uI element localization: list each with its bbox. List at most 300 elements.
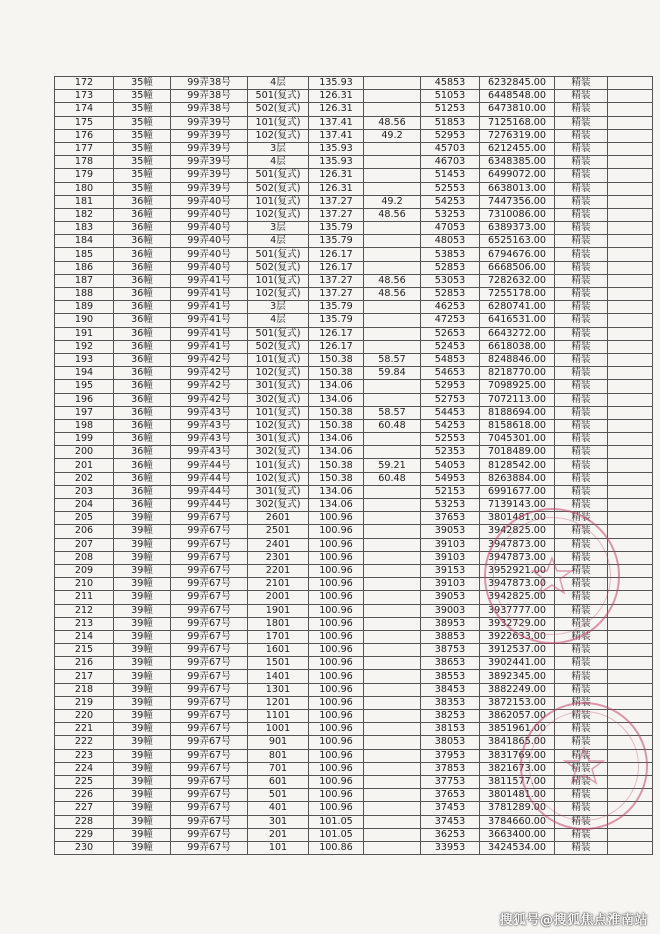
decoration-cell: 精装 bbox=[555, 802, 608, 815]
row-number-cell: 188 bbox=[55, 288, 114, 301]
table-row bbox=[55, 564, 653, 577]
remarks-cell bbox=[608, 736, 653, 749]
address-cell: 99弄40号 bbox=[171, 208, 248, 221]
inner-area-cell: 48.56 bbox=[364, 116, 421, 129]
table-row bbox=[55, 116, 653, 129]
room-cell: 501(复式) bbox=[248, 327, 309, 340]
decoration-cell: 精装 bbox=[555, 459, 608, 472]
room-cell: 101(复式) bbox=[248, 116, 309, 129]
room-cell: 301(复式) bbox=[248, 380, 309, 393]
remarks-cell bbox=[608, 261, 653, 274]
table-row bbox=[55, 406, 653, 419]
address-cell: 99弄39号 bbox=[171, 156, 248, 169]
unit-price-cell: 53253 bbox=[421, 208, 480, 221]
unit-price-cell: 52553 bbox=[421, 182, 480, 195]
inner-area-cell bbox=[364, 77, 421, 90]
unit-price-cell: 45703 bbox=[421, 142, 480, 155]
total-price-cell: 7282632.00 bbox=[480, 274, 555, 287]
inner-area-cell bbox=[364, 630, 421, 643]
unit-price-cell: 52353 bbox=[421, 446, 480, 459]
row-number-cell: 229 bbox=[55, 828, 114, 841]
table-row bbox=[55, 775, 653, 788]
unit-price-cell: 52553 bbox=[421, 433, 480, 446]
room-cell: 1301 bbox=[248, 683, 309, 696]
remarks-cell bbox=[608, 433, 653, 446]
unit-price-cell: 52153 bbox=[421, 485, 480, 498]
row-number-cell: 180 bbox=[55, 182, 114, 195]
decoration-cell: 精装 bbox=[555, 538, 608, 551]
table-row bbox=[55, 182, 653, 195]
inner-area-cell: 58.57 bbox=[364, 353, 421, 366]
building-cell: 35幢 bbox=[114, 129, 171, 142]
row-number-cell: 172 bbox=[55, 77, 114, 90]
total-price-cell: 3937777.00 bbox=[480, 604, 555, 617]
total-price-cell: 7255178.00 bbox=[480, 288, 555, 301]
inner-area-cell: 49.2 bbox=[364, 129, 421, 142]
area-cell: 126.31 bbox=[309, 103, 364, 116]
total-price-cell: 3947873.00 bbox=[480, 578, 555, 591]
remarks-cell bbox=[608, 393, 653, 406]
total-price-cell: 7098925.00 bbox=[480, 380, 555, 393]
unit-price-cell: 53253 bbox=[421, 499, 480, 512]
inner-area-cell bbox=[364, 327, 421, 340]
room-cell: 4层 bbox=[248, 156, 309, 169]
table-row bbox=[55, 156, 653, 169]
total-price-cell: 3781289.00 bbox=[480, 802, 555, 815]
row-number-cell: 175 bbox=[55, 116, 114, 129]
room-cell: 2101 bbox=[248, 578, 309, 591]
unit-price-cell: 38353 bbox=[421, 696, 480, 709]
remarks-cell bbox=[608, 644, 653, 657]
room-cell: 301(复式) bbox=[248, 433, 309, 446]
building-cell: 39幢 bbox=[114, 683, 171, 696]
decoration-cell: 精装 bbox=[555, 512, 608, 525]
decoration-cell: 精装 bbox=[555, 261, 608, 274]
building-cell: 35幢 bbox=[114, 103, 171, 116]
table-row bbox=[55, 762, 653, 775]
area-cell: 101.05 bbox=[309, 828, 364, 841]
address-cell: 99弄67号 bbox=[171, 815, 248, 828]
total-price-cell: 3882249.00 bbox=[480, 683, 555, 696]
total-price-cell: 7310086.00 bbox=[480, 208, 555, 221]
area-cell: 150.38 bbox=[309, 459, 364, 472]
unit-price-cell: 37753 bbox=[421, 775, 480, 788]
table-row bbox=[55, 340, 653, 353]
building-cell: 36幢 bbox=[114, 353, 171, 366]
total-price-cell: 6618038.00 bbox=[480, 340, 555, 353]
inner-area-cell: 59.84 bbox=[364, 367, 421, 380]
room-cell: 301 bbox=[248, 815, 309, 828]
inner-area-cell: 59.21 bbox=[364, 459, 421, 472]
row-number-cell: 200 bbox=[55, 446, 114, 459]
row-number-cell: 218 bbox=[55, 683, 114, 696]
remarks-cell bbox=[608, 195, 653, 208]
room-cell: 301(复式) bbox=[248, 485, 309, 498]
total-price-cell: 6794676.00 bbox=[480, 248, 555, 261]
table-row bbox=[55, 499, 653, 512]
address-cell: 99弄41号 bbox=[171, 288, 248, 301]
area-cell: 100.86 bbox=[309, 841, 364, 854]
remarks-cell bbox=[608, 630, 653, 643]
area-cell: 126.31 bbox=[309, 182, 364, 195]
table-row bbox=[55, 723, 653, 736]
building-cell: 39幢 bbox=[114, 736, 171, 749]
building-cell: 36幢 bbox=[114, 485, 171, 498]
area-cell: 134.06 bbox=[309, 446, 364, 459]
inner-area-cell: 49.2 bbox=[364, 195, 421, 208]
remarks-cell bbox=[608, 775, 653, 788]
table-row bbox=[55, 578, 653, 591]
row-number-cell: 190 bbox=[55, 314, 114, 327]
building-cell: 39幢 bbox=[114, 841, 171, 854]
decoration-cell: 精装 bbox=[555, 327, 608, 340]
decoration-cell: 精装 bbox=[555, 419, 608, 432]
remarks-cell bbox=[608, 406, 653, 419]
decoration-cell: 精装 bbox=[555, 222, 608, 235]
inner-area-cell bbox=[364, 578, 421, 591]
row-number-cell: 176 bbox=[55, 129, 114, 142]
address-cell: 99弄67号 bbox=[171, 802, 248, 815]
area-cell: 100.96 bbox=[309, 591, 364, 604]
total-price-cell: 7276319.00 bbox=[480, 129, 555, 142]
room-cell: 1201 bbox=[248, 696, 309, 709]
inner-area-cell: 48.56 bbox=[364, 208, 421, 221]
building-cell: 35幢 bbox=[114, 142, 171, 155]
decoration-cell: 精装 bbox=[555, 841, 608, 854]
source-watermark: 搜狐号@搜狐焦点淮南站 bbox=[499, 913, 648, 928]
remarks-cell bbox=[608, 208, 653, 221]
room-cell: 1001 bbox=[248, 723, 309, 736]
building-cell: 36幢 bbox=[114, 288, 171, 301]
decoration-cell: 精装 bbox=[555, 169, 608, 182]
address-cell: 99弄67号 bbox=[171, 551, 248, 564]
total-price-cell: 3831769.00 bbox=[480, 749, 555, 762]
remarks-cell bbox=[608, 841, 653, 854]
inner-area-cell bbox=[364, 802, 421, 815]
unit-price-cell: 51453 bbox=[421, 169, 480, 182]
row-number-cell: 211 bbox=[55, 591, 114, 604]
total-price-cell: 8248846.00 bbox=[480, 353, 555, 366]
area-cell: 135.93 bbox=[309, 142, 364, 155]
area-cell: 100.96 bbox=[309, 657, 364, 670]
room-cell: 102(复式) bbox=[248, 419, 309, 432]
row-number-cell: 181 bbox=[55, 195, 114, 208]
area-cell: 150.38 bbox=[309, 353, 364, 366]
address-cell: 99弄39号 bbox=[171, 169, 248, 182]
remarks-cell bbox=[608, 353, 653, 366]
decoration-cell: 精装 bbox=[555, 446, 608, 459]
unit-price-cell: 39103 bbox=[421, 538, 480, 551]
unit-price-cell: 38653 bbox=[421, 657, 480, 670]
room-cell: 1501 bbox=[248, 657, 309, 670]
room-cell: 501(复式) bbox=[248, 169, 309, 182]
decoration-cell: 精装 bbox=[555, 657, 608, 670]
inner-area-cell bbox=[364, 446, 421, 459]
decoration-cell: 精装 bbox=[555, 116, 608, 129]
area-cell: 100.96 bbox=[309, 749, 364, 762]
room-cell: 4层 bbox=[248, 235, 309, 248]
area-cell: 134.06 bbox=[309, 485, 364, 498]
address-cell: 99弄67号 bbox=[171, 736, 248, 749]
table-row bbox=[55, 103, 653, 116]
total-price-cell: 3947873.00 bbox=[480, 551, 555, 564]
building-cell: 36幢 bbox=[114, 393, 171, 406]
building-cell: 36幢 bbox=[114, 380, 171, 393]
area-cell: 100.96 bbox=[309, 564, 364, 577]
decoration-cell: 精装 bbox=[555, 828, 608, 841]
remarks-cell bbox=[608, 77, 653, 90]
decoration-cell: 精装 bbox=[555, 789, 608, 802]
room-cell: 102(复式) bbox=[248, 367, 309, 380]
row-number-cell: 219 bbox=[55, 696, 114, 709]
unit-price-cell: 37953 bbox=[421, 749, 480, 762]
remarks-cell bbox=[608, 789, 653, 802]
row-number-cell: 183 bbox=[55, 222, 114, 235]
building-cell: 39幢 bbox=[114, 604, 171, 617]
room-cell: 101(复式) bbox=[248, 274, 309, 287]
address-cell: 99弄39号 bbox=[171, 129, 248, 142]
table-row bbox=[55, 419, 653, 432]
building-cell: 36幢 bbox=[114, 472, 171, 485]
room-cell: 101(复式) bbox=[248, 195, 309, 208]
address-cell: 99弄39号 bbox=[171, 182, 248, 195]
area-cell: 100.96 bbox=[309, 736, 364, 749]
address-cell: 99弄44号 bbox=[171, 485, 248, 498]
room-cell: 302(复式) bbox=[248, 499, 309, 512]
remarks-cell bbox=[608, 802, 653, 815]
inner-area-cell bbox=[364, 789, 421, 802]
remarks-cell bbox=[608, 604, 653, 617]
decoration-cell: 精装 bbox=[555, 551, 608, 564]
inner-area-cell bbox=[364, 564, 421, 577]
unit-price-cell: 37453 bbox=[421, 815, 480, 828]
area-cell: 100.96 bbox=[309, 617, 364, 630]
address-cell: 99弄67号 bbox=[171, 696, 248, 709]
room-cell: 4层 bbox=[248, 314, 309, 327]
inner-area-cell bbox=[364, 696, 421, 709]
total-price-cell: 3932729.00 bbox=[480, 617, 555, 630]
decoration-cell: 精装 bbox=[555, 77, 608, 90]
row-number-cell: 214 bbox=[55, 630, 114, 643]
unit-price-cell: 38053 bbox=[421, 736, 480, 749]
total-price-cell: 3872153.00 bbox=[480, 696, 555, 709]
address-cell: 99弄67号 bbox=[171, 710, 248, 723]
area-cell: 101.05 bbox=[309, 815, 364, 828]
table-row bbox=[55, 327, 653, 340]
address-cell: 99弄67号 bbox=[171, 683, 248, 696]
unit-price-cell: 38453 bbox=[421, 683, 480, 696]
total-price-cell: 3947873.00 bbox=[480, 538, 555, 551]
unit-price-cell: 38953 bbox=[421, 617, 480, 630]
building-cell: 35幢 bbox=[114, 182, 171, 195]
total-price-cell: 6499072.00 bbox=[480, 169, 555, 182]
room-cell: 102(复式) bbox=[248, 208, 309, 221]
total-price-cell: 3862057.00 bbox=[480, 710, 555, 723]
table-row bbox=[55, 802, 653, 815]
building-cell: 36幢 bbox=[114, 195, 171, 208]
decoration-cell: 精装 bbox=[555, 288, 608, 301]
area-cell: 100.96 bbox=[309, 630, 364, 643]
table-row bbox=[55, 828, 653, 841]
row-number-cell: 202 bbox=[55, 472, 114, 485]
total-price-cell: 7072113.00 bbox=[480, 393, 555, 406]
remarks-cell bbox=[608, 683, 653, 696]
room-cell: 102(复式) bbox=[248, 288, 309, 301]
inner-area-cell bbox=[364, 248, 421, 261]
address-cell: 99弄43号 bbox=[171, 406, 248, 419]
building-cell: 39幢 bbox=[114, 723, 171, 736]
total-price-cell: 3821673.00 bbox=[480, 762, 555, 775]
row-number-cell: 184 bbox=[55, 235, 114, 248]
unit-price-cell: 54253 bbox=[421, 419, 480, 432]
building-cell: 36幢 bbox=[114, 340, 171, 353]
address-cell: 99弄41号 bbox=[171, 274, 248, 287]
table-row bbox=[55, 696, 653, 709]
area-cell: 126.17 bbox=[309, 261, 364, 274]
area-cell: 137.27 bbox=[309, 288, 364, 301]
row-number-cell: 210 bbox=[55, 578, 114, 591]
area-cell: 137.41 bbox=[309, 116, 364, 129]
unit-price-cell: 52853 bbox=[421, 261, 480, 274]
building-cell: 39幢 bbox=[114, 802, 171, 815]
building-cell: 39幢 bbox=[114, 578, 171, 591]
room-cell: 502(复式) bbox=[248, 182, 309, 195]
total-price-cell: 3892345.00 bbox=[480, 670, 555, 683]
address-cell: 99弄67号 bbox=[171, 749, 248, 762]
total-price-cell: 3942825.00 bbox=[480, 591, 555, 604]
inner-area-cell bbox=[364, 142, 421, 155]
decoration-cell: 精装 bbox=[555, 393, 608, 406]
building-cell: 36幢 bbox=[114, 314, 171, 327]
remarks-cell bbox=[608, 723, 653, 736]
inner-area-cell bbox=[364, 499, 421, 512]
total-price-cell: 7125168.00 bbox=[480, 116, 555, 129]
row-number-cell: 223 bbox=[55, 749, 114, 762]
total-price-cell: 6668506.00 bbox=[480, 261, 555, 274]
table-row bbox=[55, 446, 653, 459]
inner-area-cell bbox=[364, 538, 421, 551]
room-cell: 101(复式) bbox=[248, 406, 309, 419]
remarks-cell bbox=[608, 499, 653, 512]
row-number-cell: 207 bbox=[55, 538, 114, 551]
row-number-cell: 226 bbox=[55, 789, 114, 802]
table-row bbox=[55, 195, 653, 208]
unit-price-cell: 39053 bbox=[421, 525, 480, 538]
room-cell: 601 bbox=[248, 775, 309, 788]
total-price-cell: 6232845.00 bbox=[480, 77, 555, 90]
unit-price-cell: 48053 bbox=[421, 235, 480, 248]
building-cell: 35幢 bbox=[114, 116, 171, 129]
row-number-cell: 174 bbox=[55, 103, 114, 116]
table-row bbox=[55, 301, 653, 314]
decoration-cell: 精装 bbox=[555, 142, 608, 155]
total-price-cell: 7018489.00 bbox=[480, 446, 555, 459]
remarks-cell bbox=[608, 274, 653, 287]
area-cell: 135.79 bbox=[309, 222, 364, 235]
row-number-cell: 215 bbox=[55, 644, 114, 657]
inner-area-cell bbox=[364, 657, 421, 670]
area-cell: 126.31 bbox=[309, 90, 364, 103]
row-number-cell: 192 bbox=[55, 340, 114, 353]
building-cell: 39幢 bbox=[114, 828, 171, 841]
decoration-cell: 精装 bbox=[555, 696, 608, 709]
area-cell: 126.17 bbox=[309, 248, 364, 261]
remarks-cell bbox=[608, 459, 653, 472]
inner-area-cell bbox=[364, 301, 421, 314]
total-price-cell: 6638013.00 bbox=[480, 182, 555, 195]
remarks-cell bbox=[608, 578, 653, 591]
remarks-cell bbox=[608, 670, 653, 683]
remarks-cell bbox=[608, 301, 653, 314]
area-cell: 150.38 bbox=[309, 406, 364, 419]
decoration-cell: 精装 bbox=[555, 367, 608, 380]
row-number-cell: 230 bbox=[55, 841, 114, 854]
remarks-cell bbox=[608, 591, 653, 604]
building-cell: 36幢 bbox=[114, 499, 171, 512]
row-number-cell: 204 bbox=[55, 499, 114, 512]
unit-price-cell: 53853 bbox=[421, 248, 480, 261]
remarks-cell bbox=[608, 551, 653, 564]
row-number-cell: 216 bbox=[55, 657, 114, 670]
room-cell: 201 bbox=[248, 828, 309, 841]
room-cell: 1901 bbox=[248, 604, 309, 617]
unit-price-cell: 33953 bbox=[421, 841, 480, 854]
room-cell: 502(复式) bbox=[248, 103, 309, 116]
inner-area-cell bbox=[364, 815, 421, 828]
table-row bbox=[55, 749, 653, 762]
room-cell: 1101 bbox=[248, 710, 309, 723]
unit-price-cell: 54853 bbox=[421, 353, 480, 366]
inner-area-cell bbox=[364, 683, 421, 696]
total-price-cell: 3942825.00 bbox=[480, 525, 555, 538]
total-price-cell: 6525163.00 bbox=[480, 235, 555, 248]
remarks-cell bbox=[608, 314, 653, 327]
inner-area-cell bbox=[364, 670, 421, 683]
area-cell: 150.38 bbox=[309, 367, 364, 380]
area-cell: 134.06 bbox=[309, 380, 364, 393]
address-cell: 99弄42号 bbox=[171, 367, 248, 380]
total-price-cell: 3801481.00 bbox=[480, 789, 555, 802]
table-row bbox=[55, 235, 653, 248]
building-cell: 36幢 bbox=[114, 208, 171, 221]
table-row bbox=[55, 380, 653, 393]
area-cell: 126.17 bbox=[309, 340, 364, 353]
remarks-cell bbox=[608, 762, 653, 775]
unit-price-cell: 37653 bbox=[421, 789, 480, 802]
decoration-cell: 精装 bbox=[555, 156, 608, 169]
building-cell: 39幢 bbox=[114, 564, 171, 577]
inner-area-cell bbox=[364, 736, 421, 749]
unit-price-cell: 38153 bbox=[421, 723, 480, 736]
total-price-cell: 3811577.00 bbox=[480, 775, 555, 788]
decoration-cell: 精装 bbox=[555, 762, 608, 775]
remarks-cell bbox=[608, 340, 653, 353]
building-cell: 36幢 bbox=[114, 459, 171, 472]
area-cell: 100.96 bbox=[309, 802, 364, 815]
table-row bbox=[55, 551, 653, 564]
row-number-cell: 222 bbox=[55, 736, 114, 749]
remarks-cell bbox=[608, 538, 653, 551]
area-cell: 126.17 bbox=[309, 327, 364, 340]
row-number-cell: 199 bbox=[55, 433, 114, 446]
building-cell: 36幢 bbox=[114, 406, 171, 419]
unit-price-cell: 36253 bbox=[421, 828, 480, 841]
decoration-cell: 精装 bbox=[555, 525, 608, 538]
unit-price-cell: 52753 bbox=[421, 393, 480, 406]
remarks-cell bbox=[608, 696, 653, 709]
inner-area-cell: 60.48 bbox=[364, 419, 421, 432]
building-cell: 36幢 bbox=[114, 327, 171, 340]
